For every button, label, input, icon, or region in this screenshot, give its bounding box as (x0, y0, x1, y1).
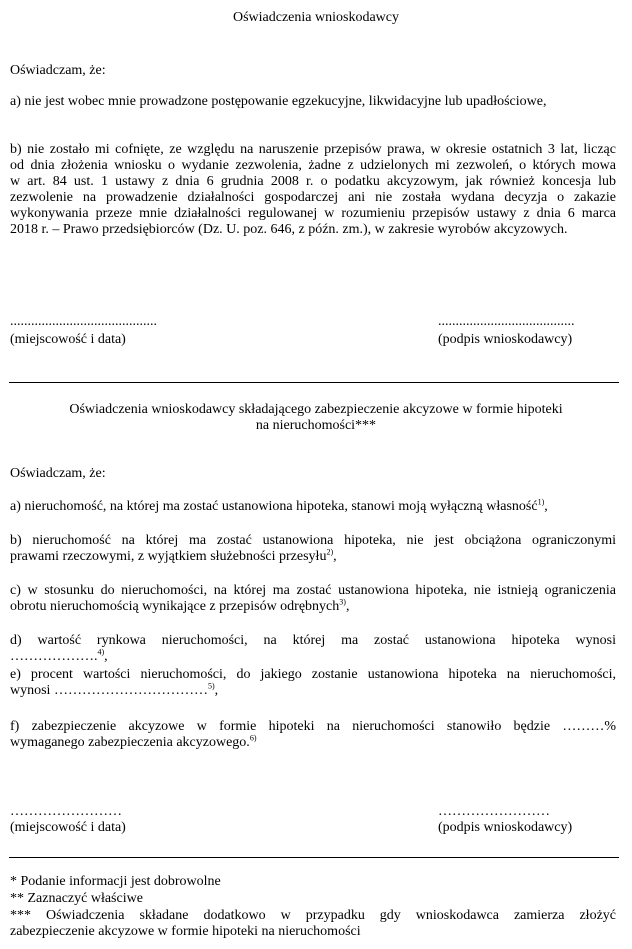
section1-signature-line: ....................................... (438, 314, 575, 329)
item-b-line: b) nie zostało mi cofnięte, ze względu na naruszenie przepisów prawa, w okresie ostatnich 3 lat, licząc (10, 142, 616, 157)
item-d-blank: ………………. (10, 649, 98, 664)
section2-item-b-line2 (10, 549, 616, 565)
footnote-ref-6: 6) (249, 733, 257, 743)
section2-intro: Oświadczam, że: (10, 466, 106, 481)
section2-title-line1: Oświadczenia wnioskodawcy składającego zabezpieczenie akcyzowe w formie hipoteki (69, 402, 563, 417)
item-e-blank: wynosi …………………………… (10, 683, 208, 698)
section2-item-a (10, 499, 616, 515)
section2-item-c-line1: c) w stosunku do nieruchomości, na której ma zostać ustanowiona hipoteka, nie istnieją ograniczenia (10, 583, 616, 598)
item-e-end: , (214, 683, 219, 698)
section2-item-b-line1: b) nieruchomość na której ma zostać ustanowiona hipoteka, nie jest obciążona ograniczonymi (10, 533, 616, 548)
item-a-text: a) nieruchomość, na której ma zostać ustanowiona hipoteka, stanowi moją wyłączną własność (10, 499, 538, 514)
section2-title-line2: na nieruchomości*** (255, 418, 377, 433)
section2-place-date-line: …………………… (10, 804, 122, 819)
item-b-line: 2018 r. – Prawo przedsiębiorców (Dz. U. poz. 646, z późn. zm.), w zakresie wyrobów akcyzowych. (10, 222, 568, 237)
footnote-1: * Podanie informacji jest dobrowolne (10, 874, 221, 889)
section2-signature-line: …………………… (438, 804, 550, 819)
section1-place-date-label: (miejscowość i data) (10, 332, 126, 347)
item-d-end: , (104, 649, 108, 664)
section2-item-e-line1: e) procent wartości nieruchomości, do jakiego zostanie ustanowiona hipoteka na nieruchomości, (10, 667, 616, 682)
section-divider (9, 382, 619, 383)
footnote-3-line1: *** Oświadczenia składane dodatkowo w przypadku gdy wnioskodawca zamierza złożyć (10, 908, 616, 923)
section1-item-a: a) nie jest wobec mnie prowadzone postępowanie egzekucyjne, likwidacyjne lub upadłościowe, (10, 94, 547, 109)
item-c-text: obrotu nieruchomością wynikające z przepisów odrębnych (10, 599, 340, 614)
footnote-2: ** Zaznaczyć właściwe (10, 891, 143, 906)
footnote-3-line2: zabezpieczenie akcyzowe w formie hipoteki na nieruchomości (10, 924, 361, 939)
item-c-end: , (345, 599, 350, 614)
footnote-ref-4: 4) (97, 647, 105, 657)
item-b-line: w art. 84 ust. 1 ustawy z dnia 6 grudnia 2008 r. o podatku akcyzowym, jak również koncesja lub (10, 174, 616, 189)
section2-item-f-line2 (10, 735, 616, 751)
footnotes-divider (9, 857, 619, 858)
section2-place-date-label: (miejscowość i data) (10, 820, 126, 835)
section1-item-b (10, 142, 616, 238)
item-b-text: prawami rzeczowymi, z wyjątkiem służebności przesyłu (10, 549, 327, 564)
section1-title: Oświadczenia wnioskodawcy (232, 10, 399, 25)
section2-signature-label: (podpis wnioskodawcy) (438, 820, 573, 835)
section2-item-f-line1: f) zabezpieczenie akcyzowe w formie hipoteki na nieruchomości stanowiło będzie ………% (10, 719, 616, 734)
item-a-end: , (544, 499, 548, 514)
section2-item-d-line1: d) wartość rynkowa nieruchomości, na której ma zostać ustanowiona hipoteka wynosi (10, 633, 616, 648)
section2-item-d-line2 (10, 649, 616, 665)
item-b-line: wykonywania przeze mnie działalności regulowanej w rozumieniu przepisów ustawy z dnia 6 marca (10, 206, 616, 221)
footnote-ref-5: 5) (207, 681, 215, 691)
section2-item-c-line2 (10, 599, 616, 615)
section1-place-date-line: .......................................... (10, 314, 157, 329)
item-f-text: wymaganego zabezpieczenia akcyzowego. (10, 735, 250, 750)
item-b-end: , (333, 549, 337, 564)
section1-signature-label: (podpis wnioskodawcy) (438, 332, 573, 347)
footnote-ref-1: 1) (537, 497, 545, 507)
item-b-line: od dnia złożenia wniosku o wydanie zezwolenia, żadne z udzielonych mi zezwoleń, o których mowa (10, 158, 616, 173)
section2-item-e-line2 (10, 683, 616, 699)
item-b-line: zezwolenie na prowadzenie działalności gospodarczej ani nie została wydana decyzja o zakazie (10, 190, 616, 205)
section1-intro: Oświadczam, że: (10, 63, 106, 78)
footnote-ref-3: 3) (339, 597, 346, 607)
footnote-ref-2: 2) (326, 547, 334, 557)
